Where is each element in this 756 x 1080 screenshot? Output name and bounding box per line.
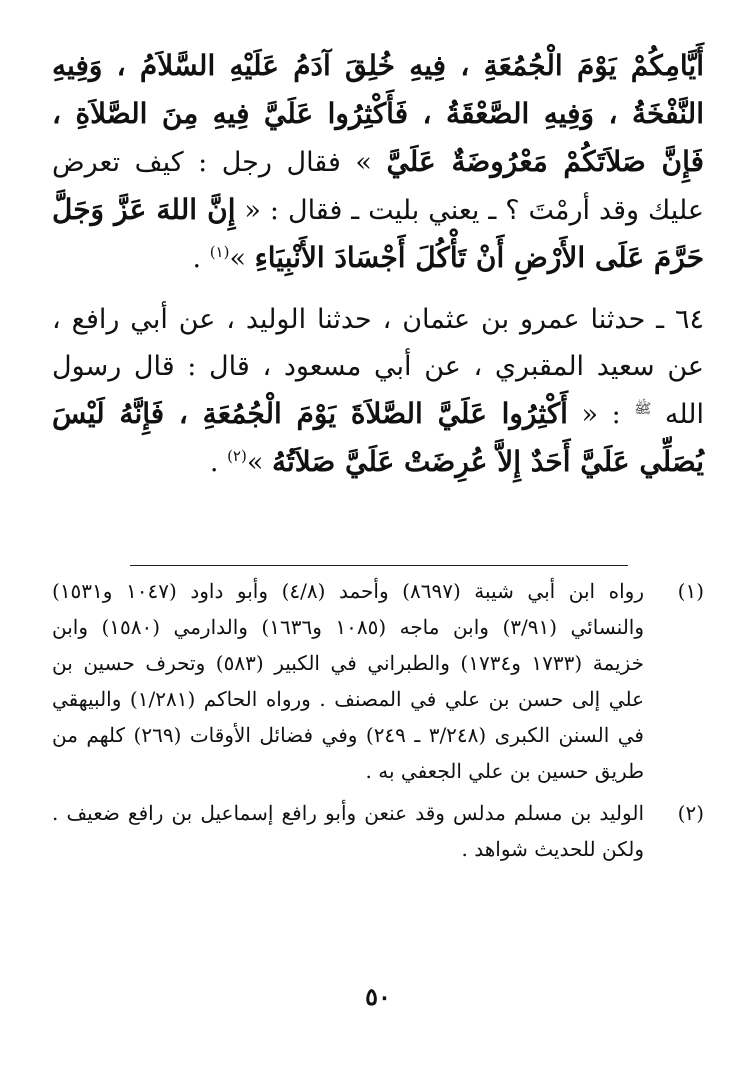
footnote-number: (٢)	[677, 801, 704, 825]
footnote-reference[interactable]: (١)	[209, 243, 230, 261]
salla-ligature: ﷺ	[634, 401, 652, 417]
page-number: ٥٠	[365, 982, 391, 1011]
closing-quote: »	[229, 243, 255, 274]
isnad-text: ٦٤ ـ حدثنا عمرو بن عثمان ، حدثنا الوليد ، عن أبي رافع ، عن سعيد المقبري ، عن أبي مسعود ، قال : قال رسول الله	[52, 304, 704, 430]
footnote-separator	[130, 565, 628, 566]
hadith-text: أَيَّامِكُمْ يَوْمَ الْجُمُعَةِ ، فِيهِ خُلِقَ آدَمُ عَلَيْهِ السَّلاَمُ ، وَفِيهِ النَّفْخَةُ ، وَفِيهِ الصَّعْقَةُ ، فَأَكْثِرُوا عَلَيَّ فِيهِ مِنَ الصَّلاَةِ ، فَإِنَّ صَلاَتَكُمْ مَعْرُوضَةٌ عَلَيَّ	[52, 49, 704, 178]
opening-quote: : «	[567, 399, 635, 430]
hadith-text: إِنَّ اللهَ عَزَّ وَجَلَّ حَرَّمَ عَلَى الأَرْضِ أَنْ تَأْكُلَ أَجْسَادَ الأَنْبِيَاءِ	[52, 193, 704, 274]
footnote	[52, 573, 704, 789]
main-text	[52, 42, 704, 494]
hadith-text: أَكْثِرُوا عَلَيَّ الصَّلاَةَ يَوْمَ الْجُمُعَةِ ، فَإِنَّهُ لَيْسَ يُصَلِّي عَلَيَّ أَحَدٌ إِلاَّ عُرِضَتْ عَلَيَّ صَلاَتُهُ	[52, 397, 704, 478]
closing-quote: »	[246, 447, 272, 478]
footnote	[52, 795, 704, 867]
narration-text: » فقال رجل : كيف تعرض عليك وقد أرمْتَ ؟ ـ يعني بليت ـ فقال : «	[52, 147, 704, 226]
footnote-number: (١)	[677, 579, 704, 603]
paragraph-hadith-64	[52, 296, 704, 486]
paragraph-hadith-63-continuation	[52, 42, 704, 282]
footnote-text: الوليد بن مسلم مدلس وقد عنعن وأبو رافع إسماعيل بن رافع ضعيف . ولكن للحديث شواهد .	[52, 801, 644, 861]
footnotes	[52, 573, 704, 873]
sentence-end: .	[209, 447, 228, 478]
sentence-end: .	[192, 243, 210, 274]
footnote-text: رواه ابن أبي شيبة (٨٦٩٧) وأحمد (٤/٨) وأبو داود (١٠٤٧ و١٥٣١) والنسائي (٣/٩١) وابن ماجه (١٠٨٥ و١٦٣٦) والدارمي (١٥٨٠) وابن خزيمة (١٧٣٣ و١٧٣٤) والطبراني في الكبير (٥٨٣) وتحرف حسين بن علي إلى حسن بن علي في المصنف . ورواه الحاكم (١/٢٨١) والبيهقي في السنن الكبرى (٣/٢٤٨ ـ ٢٤٩) وفي فضائل الأوقات (٢٦٩) كلهم من طريق حسين بن علي الجعفي به .	[52, 579, 645, 783]
footnote-reference[interactable]: (٢)	[227, 447, 247, 465]
